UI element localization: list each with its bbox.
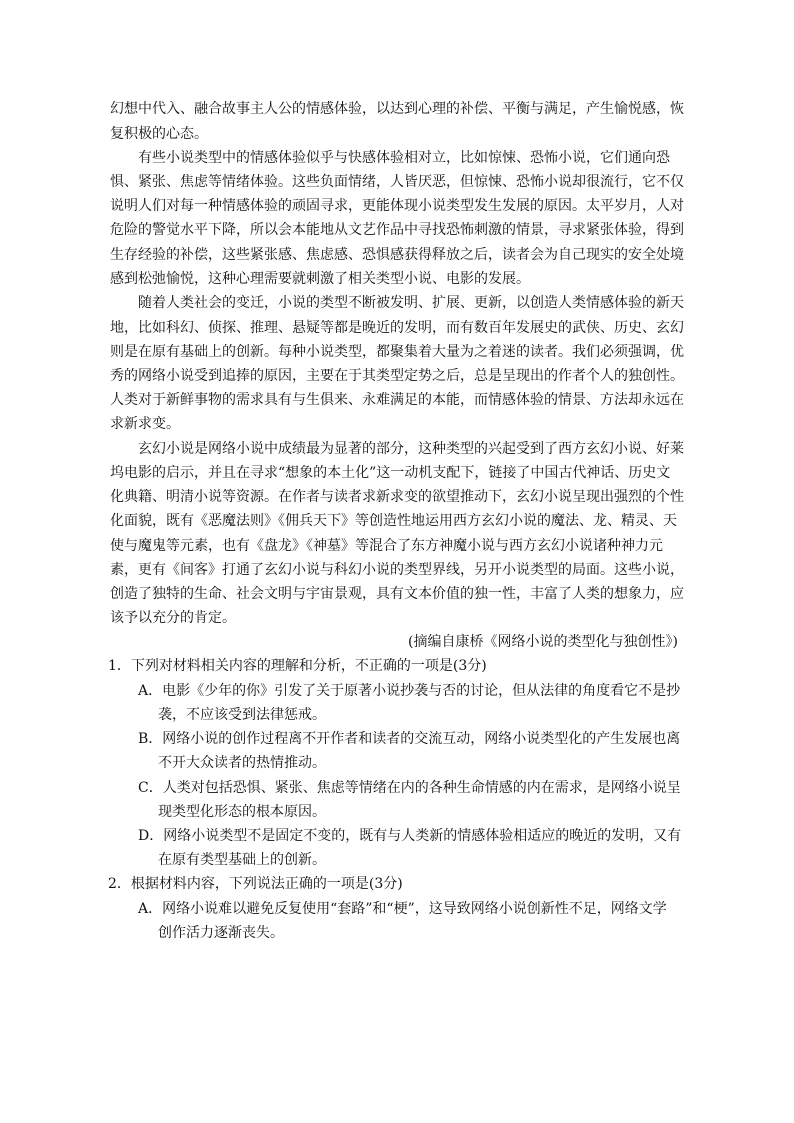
option-1c: C．人类对包括恐惧、紧张、焦虑等情绪在内的各种生命情感的内在需求，是网络小说呈	[138, 780, 681, 796]
text-line: 则是在原有基础上的创新。每种小说类型，都聚集着大量为之着迷的读者。我们必须强调，优	[110, 344, 684, 360]
text-line: 危险的警觉水平下降，所以会本能地从文艺作品中寻找恐怖刺激的情景，寻求紧张体验，得到	[110, 222, 684, 238]
option-1d-cont: 在原有类型基础上的创新。	[158, 852, 326, 868]
text-line: 感到松弛愉悦，这种心理需要就刺激了相关类型小说、电影的发展。	[110, 271, 530, 287]
text-line: 生存经验的补偿，这些紧张感、焦虑感、恐惧感获得释放之后，读者会为自己现实的安全处境	[110, 247, 684, 263]
text-line: 复积极的心态。	[110, 126, 208, 142]
option-1b-cont: 不开大众读者的热情推动。	[158, 755, 326, 771]
option-2a-cont: 创作活力逐渐丧失。	[158, 925, 284, 941]
question-1-stem: 1．下列对材料相关内容的理解和分析，不正确的一项是(3分)	[108, 658, 487, 674]
option-1b: B．网络小说的创作过程离不开作者和读者的交流互动，网络小说类型化的产生发展也离	[138, 731, 681, 747]
text-line: 玄幻小说是网络小说中成绩最为显著的部分，这种类型的兴起受到了西方玄幻小说、好莱	[138, 441, 684, 457]
option-1a-cont: 袭，不应该受到法律惩戒。	[158, 707, 326, 723]
text-line: 化典籍、明清小说等资源。在作者与读者求新求变的欲望推动下，玄幻小说呈现出强烈的个性	[110, 489, 684, 505]
option-2a: A．网络小说难以避免反复使用“套路”和“梗”，这导致网络小说创新性不足，网络文学	[138, 901, 667, 917]
text-line: 求新求变。	[110, 416, 180, 432]
option-1a: A．电影《少年的你》引发了关于原著小说抄袭与否的讨论，但从法律的角度看它不是抄	[138, 683, 681, 699]
text-line: 创造了独特的生命、社会文明与宇宙景观，具有文本价值的独一性，丰富了人类的想象力，应	[110, 586, 684, 602]
option-1d: D．网络小说类型不是固定不变的，既有与人类新的情感体验相适应的晚近的发明，又有	[138, 828, 682, 844]
question-2-stem: 2．根据材料内容，下列说法正确的一项是(3分)	[108, 876, 403, 892]
text-line: 有些小说类型中的情感体验似乎与快感体验相对立，比如惊悚、恐怖小说，它们通向恐	[138, 150, 670, 166]
text-line: 随着人类社会的变迁，小说的类型不断被发明、扩展、更新，以创造人类情感体验的新天	[138, 295, 684, 311]
text-line: 化面貌，既有《恶魔法则》《佣兵天下》等创造性地运用西方玄幻小说的魔法、龙、精灵、天	[110, 513, 677, 529]
text-line: 使与魔鬼等元素，也有《盘龙》《神墓》等混合了东方神魔小说与西方玄幻小说诸种神力元	[110, 538, 663, 554]
text-line: 素，更有《间客》打通了玄幻小说与科幻小说的类型界线，另开小说类型的局面。这些小说，	[110, 562, 684, 578]
text-line: 人类对于新鲜事物的需求具有与生俱来、永难满足的本能，而情感体验的情景、方法却永远在	[110, 392, 684, 408]
text-line: 惧、紧张、焦虑等情绪体验。这些负面情绪，人皆厌恶，但惊悚、恐怖小说却很流行，它不仅	[110, 174, 684, 190]
text-line: 地，比如科幻、侦探、推理、悬疑等都是晚近的发明，而有数百年发展史的武侠、历史、玄幻	[110, 320, 684, 336]
text-line: 坞电影的启示，并且在寻求“想象的本土化”这一动机支配下，链接了中国古代神话、历史文	[110, 465, 671, 481]
text-line: 该予以充分的肯定。	[110, 610, 236, 626]
text-line: 秀的网络小说受到追捧的原因，主要在于其类型定势之后，总是呈现出的作者个人的独创性。	[110, 368, 684, 384]
text-line: 说明人们对每一种情感体验的顽固寻求，更能体现小说类型发生发展的原因。太平岁月，人对	[110, 198, 684, 214]
source-citation: (摘编自康桥《网络小说的类型化与独创性》)	[408, 634, 678, 650]
option-1c-cont: 现类型化形态的根本原因。	[158, 804, 326, 820]
text-line: 幻想中代入、融合故事主人公的情感体验，以达到心理的补偿、平衡与满足，产生愉悦感，恢	[110, 101, 684, 117]
